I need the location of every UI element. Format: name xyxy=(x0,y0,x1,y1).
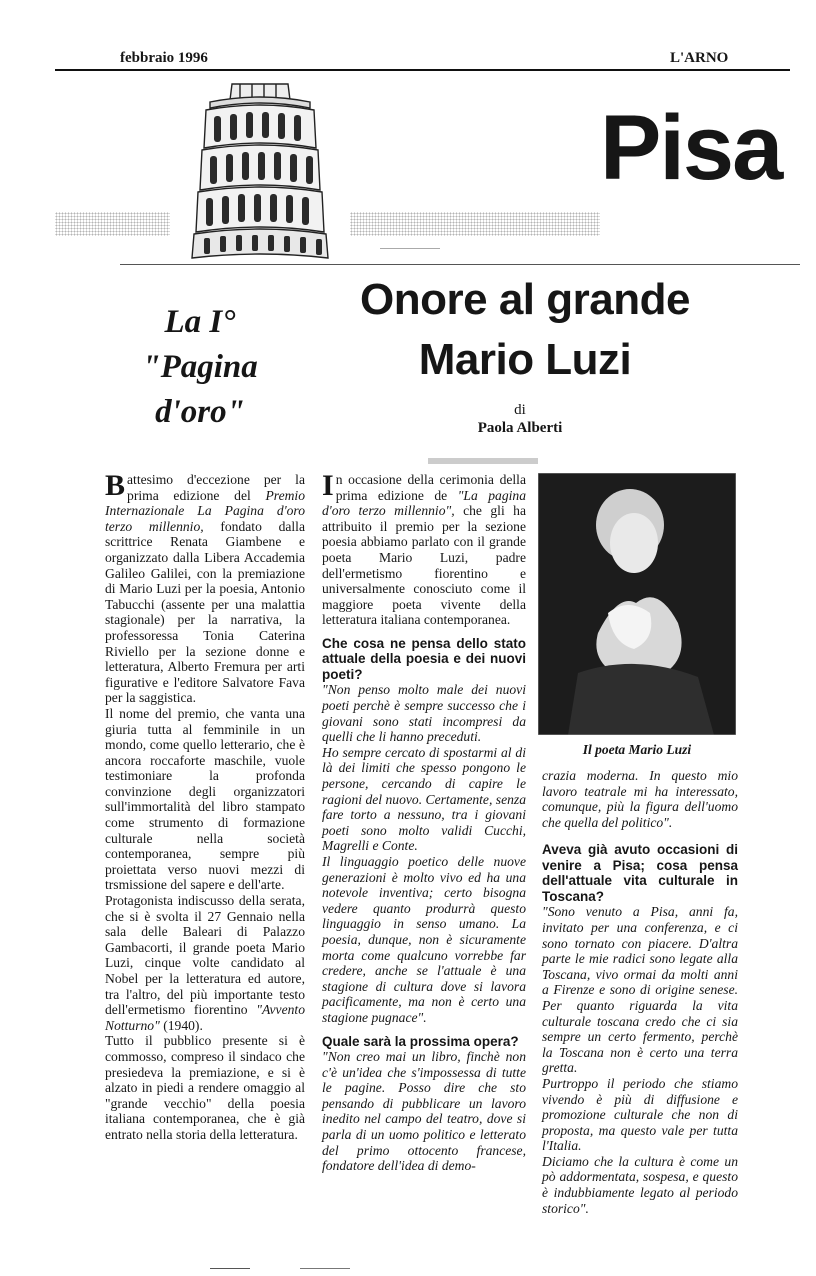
col2-p1-text-a: n occasione della cerimonia della prima edizione de xyxy=(335,472,526,503)
headline-line2: Mario Luzi xyxy=(418,335,632,384)
scan-speck xyxy=(210,1268,250,1269)
col2-p1-award-title: "La pagina d'oro terzo millennio", xyxy=(322,487,527,519)
answer-1-paragraph-2: Ho sempre cercato di spostarmi al di là dei limiti che spesso pongono le persone, cercando di capire le ragioni del nuovo. Certamente, senza fare torto a nessuno, tra i giovani poeti sono molto validi Cucchi, Magrelli e Conte. xyxy=(322,744,526,854)
print-smudge xyxy=(428,458,538,464)
article-column-2 xyxy=(322,469,527,1174)
side-title xyxy=(120,300,280,435)
publication-name: L'ARNO xyxy=(670,50,729,66)
col1-p1-award-title: Premio Internazionale La Pagina d'oro terzo millennio, xyxy=(105,487,305,534)
answer-2: "Non creo mai un libro, finchè non c'è un'idea che s'impossessa di tutte le pagine. Posso dire che sto pensando di pubblicare un lavoro inedito nel campo del teatro, dove si parla di un uomo politico e letterato del primo ottocento francese, fondatore dell'idea di demo- xyxy=(322,1049,526,1174)
col1-p1-text-a: attesimo d'eccezione per la prima edizione del xyxy=(127,472,305,503)
article-column-3 xyxy=(542,768,738,1216)
headline-line1: Onore al grande xyxy=(360,275,690,324)
photo-caption: Il poeta Mario Luzi xyxy=(582,742,692,757)
header-rule xyxy=(55,69,790,71)
headline xyxy=(300,270,750,390)
col2-p1-text-b: che gli ha attribuito il premio per la sezione poesia abbiamo parlato con il grande poeta Mario Luzi, padre dell'ermetismo fiorentino e universalmente conosciuto come il maggiore poeta vivente della letteratura italiana contemporanea. xyxy=(322,503,526,628)
scan-speck xyxy=(300,1268,350,1269)
question-2: Quale sarà la prossima opera? xyxy=(322,1033,519,1049)
answer-2-continued: crazia moderna. In questo mio lavoro teatrale mi ha interessato, comunque, più la figura dell'uomo che quella del politico". xyxy=(542,768,738,830)
col1-p3-text-a: Protagonista indiscusso della serata, che si è svolta il 27 Gennaio nella sala delle Baleari di Palazzo Gambacorti, il grande poeta Mario Luzi, cinque volte candidato al Nobel per la letteratura ed autore, tra l'altro, del più importante testo dell'ermetismo fiorentino xyxy=(105,893,305,1018)
col1-paragraph-4: Tutto il pubblico presente si è commosso, compreso il sindaco che presiedeva la premiazione, e si è alzato in piedi a rendere omaggio al "grande vecchio" della poesia italiana contemporanea, che è già entrato nella storia della letteratura. xyxy=(105,1033,305,1142)
answer-3-paragraph-2: Purtroppo il periodo che stiamo vivendo è più di diffusione e promozione culturale che non di proposta, ma questo vale per tutta l'Italia. xyxy=(542,1075,738,1154)
halftone-band-right xyxy=(350,212,600,236)
byline-author: Paola Alberti xyxy=(477,420,563,436)
dropcap-i: I xyxy=(322,469,334,502)
dropcap-b: B xyxy=(105,469,126,502)
section-title: Pisa xyxy=(600,97,782,199)
article-column-1 xyxy=(105,469,305,1143)
answer-1-paragraph-3: Il linguaggio poetico delle nuove generazioni è molto vivo ed ha una notevole inventiva; certo bisogna vedere quanto produrrà questo linguaggio in senso umano. La poesia, dunque, non è sicuramente morta come qualcuno vorrebbe far credere, anche se l'attuale è una stagione di cultura dove si lavora pacificamente, ma non è certo una stagione pugnace". xyxy=(322,853,526,1025)
halftone-band-left xyxy=(55,212,170,236)
byline-di: di xyxy=(514,402,526,418)
side-title-line3: d'oro" xyxy=(155,394,245,430)
leaning-tower-icon xyxy=(170,78,350,260)
col1-paragraph-2: Il nome del premio, che vanta una giuria tutta al femminile in un mondo, come quello letterario, che è ancora roccaforte maschile, vuole testimoniare la profonda convinzione degli organizzatori sull'immortalità del libro stampato come strumento di formazione culturale nella società contemporanea, sempre più proiettata verso nuovi mezzi di trsmissione del sapere e dell'arte. xyxy=(105,705,305,893)
answer-3-paragraph-3: Diciamo che la cultura è come un pò addormentata, sospesa, e questo è indubbiamente legato al periodo storico". xyxy=(542,1153,738,1216)
issue-date: febbraio 1996 xyxy=(120,50,208,66)
col1-paragraph-3 xyxy=(105,893,305,1033)
col1-paragraph-1 xyxy=(105,469,305,706)
answer-1-paragraph-1: "Non penso molto male dei nuovi poeti perchè è sempre successo che i giovani sono stati incompresi da quelli che li hanno preceduti. xyxy=(322,682,526,745)
col1-p1-text-b: fondato dalla scrittrice Renata Giambene e organizzato dalla Libera Accademia Galileo Galilei, con la premiazione di Mario Luzi per la poesia, Antonio Tabucchi (assente per una malattia stagionale) per la narrativa, la professoressa Tonia Caterina Riviello per la sezione donne e letteratura, Alberto Fremura per arti figurative e l'editore Salvatore Fava per la saggistica. xyxy=(105,518,305,706)
col1-p3-text-b: (1940). xyxy=(159,1017,203,1033)
poet-photo xyxy=(538,473,736,735)
masthead-rule xyxy=(120,264,800,265)
question-3: Aveva già avuto occasioni di venire a Pisa; cosa pensa dell'attuale vita culturale in Toscana? xyxy=(542,842,738,904)
side-title-line2: "Pagina xyxy=(142,349,258,385)
side-title-line1: La I° xyxy=(164,304,236,340)
col2-paragraph-1 xyxy=(322,469,527,628)
col1-p3-book-title: "Avvento Notturno" xyxy=(105,1002,305,1033)
question-1: Che cosa ne pensa dello stato attuale della poesia e dei nuovi poeti? xyxy=(322,635,526,682)
scan-speck xyxy=(380,248,440,249)
answer-3-paragraph-1: "Sono venuto a Pisa, anni fa, invitato per una conferenza, e ci sono tornato con piacere. D'altra parte le mie radici sono legate alla Toscana, vivo ormai da molti anni a Firenze e sono di origine senese. Per quanto riguarda la vita culturale toscana credo che ci sia sempre un certo fermento, perchè la Toscana non è certo una terra gretta. xyxy=(542,904,738,1076)
poet-portrait-icon xyxy=(538,473,736,735)
